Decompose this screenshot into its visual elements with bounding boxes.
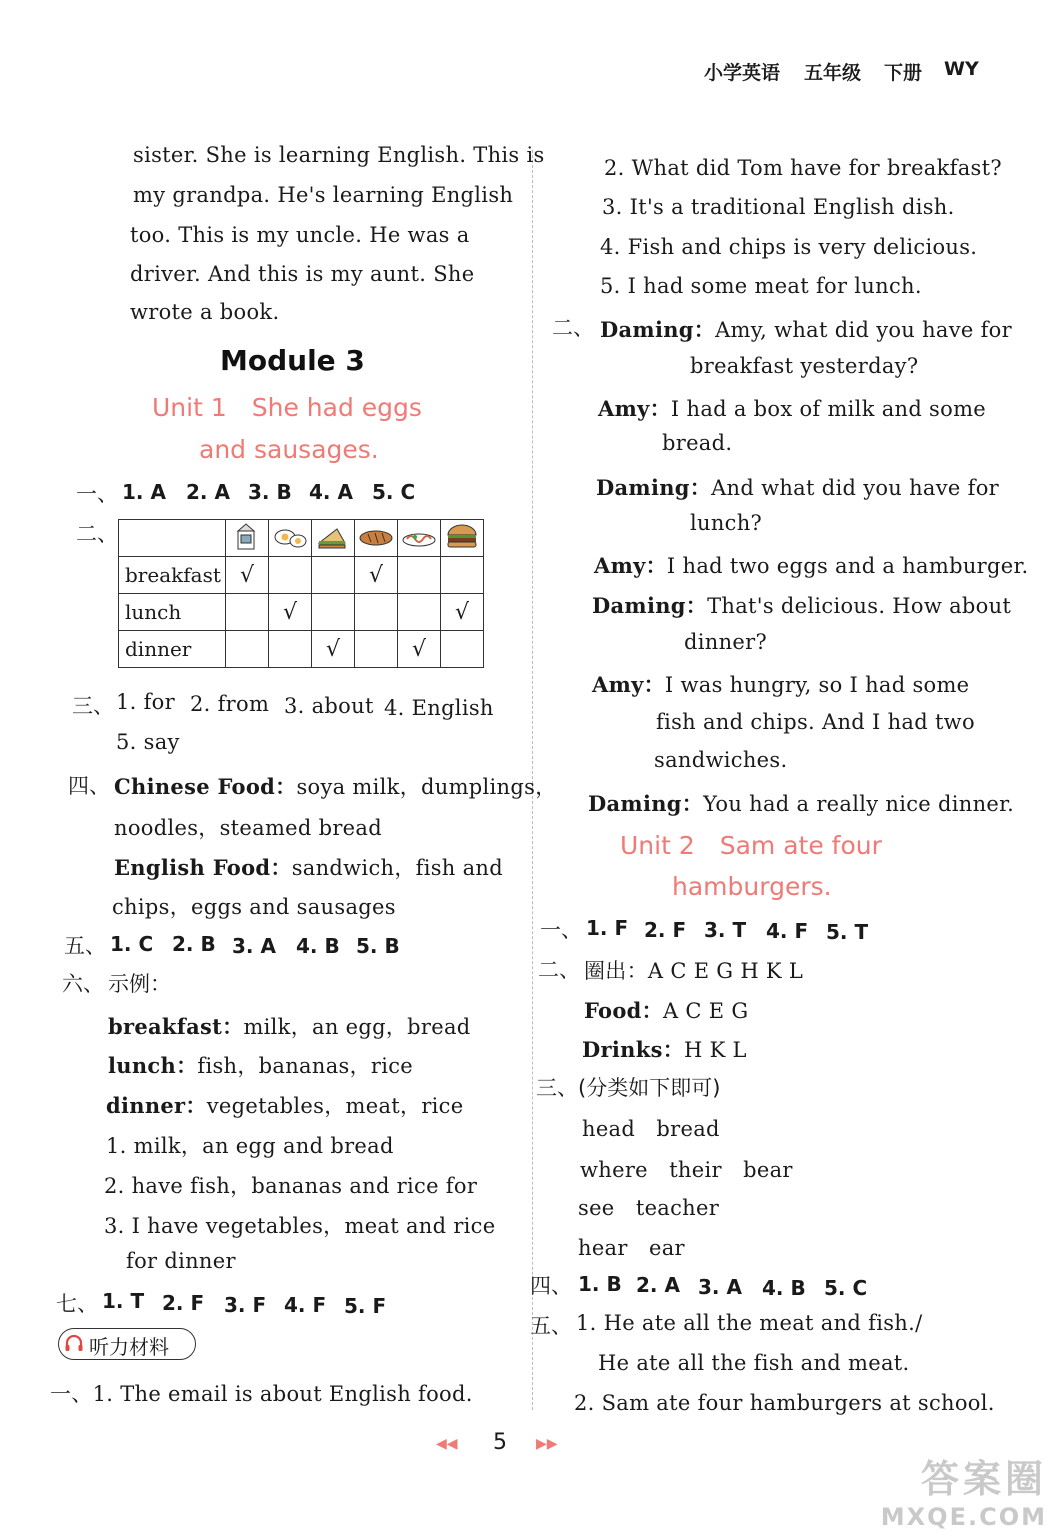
breakfast-line [108,1011,471,1041]
answer-item: 4. F [284,1293,327,1317]
watermark-url: MXQE.COM [880,1503,1047,1531]
prev-page-icon: ◀◀ [436,1436,458,1452]
dialog-text: And what did you have for [711,476,999,500]
speaker-label: Amy： [598,396,671,421]
table-row [119,631,484,668]
dialog-line: breakfast yesterday? [690,354,919,378]
circle-text: A C E G H K L [647,959,804,983]
speaker-label: Daming： [600,317,716,342]
drinks-text: H K L [684,1038,747,1062]
answer-text: 2. from [190,692,270,716]
answer-item: 4. A [309,480,353,504]
dialog-text: I was hungry, so I had some [664,673,970,697]
answer-item: 5. B [356,934,400,958]
check-mark: √ [454,599,470,625]
circle-label: 圈出： [584,959,648,983]
answer-line: 1. He ate all the meat and fish./ [576,1311,923,1335]
example-label: 示例： [108,972,171,996]
chinese-food-line [114,812,382,842]
circle-line [584,955,803,985]
answer-item: 3. T [704,918,747,942]
passage-line [130,223,505,247]
check-cell [312,631,355,668]
section-mark: 六、 [62,972,104,996]
answer-item: 1. C [110,932,154,956]
section-mark: 三、 [536,1076,578,1100]
answer-text: 5. say [116,730,180,754]
watermark-title: 答案圈 [920,1457,1047,1501]
answer-item: 5. C [824,1276,868,1300]
passage-text: sister. She is learning English. This is [133,143,545,167]
answer-line: He ate all the fish and meat. [598,1351,910,1375]
answer-item: 1. F [586,916,629,940]
unit2-title-line1: Unit 2 Sam ate four [620,831,882,860]
answer-item [116,690,175,714]
section-mark: 四、 [68,774,110,798]
answer-line: 1. milk，an egg and bread [106,1134,394,1158]
passage-line [130,300,279,324]
check-cell [269,594,312,631]
answer-item [384,696,494,720]
listening-line: 2. What did Tom have for breakfast? [604,156,1002,180]
english-food-line [114,852,503,882]
table-row [119,557,484,594]
passage-text: my grandpa. He's learning English [133,183,514,207]
chinese-food-line [114,771,557,801]
answer-item: 4. B [762,1276,806,1300]
answer-item [284,694,374,718]
check-cell [312,594,355,631]
milk-carton-icon [226,520,269,557]
listening-line: 一、1. The email is about English food. [50,1382,473,1406]
answer-text: 3. about [284,694,374,718]
dialog-text: I had a box of milk and some [670,397,987,421]
check-mark: √ [368,562,384,588]
hamburger-icon [441,520,484,557]
dialog-line [594,550,1028,580]
header-subject: 小学英语 [704,62,781,84]
answer-item: 1. T [102,1289,145,1313]
answer-item: 1. B [578,1272,622,1296]
answer-item: 4. B [296,934,340,958]
answer-item: 5. T [826,920,869,944]
passage-text: wrote a book. [130,300,280,324]
unit1-title-line2: and sausages. [199,435,379,464]
unit2-title-line2: hamburgers. [672,872,832,901]
check-cell [441,594,484,631]
row-label: breakfast [119,557,226,594]
dialog-line: dinner? [684,630,768,654]
chinese-food-items: soya milk，dumplings， [296,775,557,799]
food-label: Food： [584,998,663,1023]
speaker-label: Daming： [596,475,712,500]
dialog-line [592,669,969,699]
listening-line: 3. It's a traditional English dish. [602,195,955,219]
chinese-food-label: Chinese Food： [114,774,297,799]
english-food-items: sandwich，fish and [291,856,503,880]
dialog-line [588,788,1014,818]
answer-item: 4. F [766,919,809,943]
answer-line: 2. Sam ate four hamburgers at school. [574,1391,995,1415]
answer-item: 3. A [698,1275,742,1299]
check-cell [312,557,355,594]
drinks-label: Drinks： [582,1037,684,1062]
check-cell [441,557,484,594]
section-mark: 七、 [56,1292,98,1316]
speaker-label: Amy： [592,672,665,697]
speaker-label: Amy： [594,553,667,578]
dialog-line: bread. [662,431,733,455]
table-corner [119,520,226,557]
speaker-label: Daming： [588,791,704,816]
section-mark: 三、 [72,694,114,718]
english-food-label: English Food： [114,855,292,880]
answer-line: for dinner [126,1249,236,1273]
word-pair: see teacher [578,1196,720,1220]
dialog-line: fish and chips. And I had two [656,710,975,734]
row-label: lunch [119,594,226,631]
check-cell [398,557,441,594]
egg-icon [269,520,312,557]
listening-badge [58,1328,196,1360]
listening-line: 4. Fish and chips is very delicious. [600,235,978,259]
english-food-items: chips，eggs and sausages [112,895,396,919]
passage-line [133,143,545,167]
answer-item: 5. C [372,480,416,504]
check-cell [269,631,312,668]
answer-text: 4. English [384,696,494,720]
breakfast-label: breakfast： [108,1014,244,1039]
answer-item: 2. F [162,1291,205,1315]
module-title: Module 3 [220,344,365,377]
dialog-text: That's delicious. How about [707,594,1012,618]
dinner-label: dinner： [106,1093,207,1118]
section-mark: 二、 [552,316,594,340]
listening-line: 5. I had some meat for lunch. [600,274,922,298]
answer-line: 3. I have vegetables，meat and rice [104,1214,496,1238]
check-cell [355,594,398,631]
check-cell [398,631,441,668]
section-mark: 一、 [540,918,582,942]
dialog-line [600,314,1012,344]
table-row [119,594,484,631]
answer-item: 1. A [122,480,166,504]
dialog-line: sandwiches. [654,748,788,772]
dialog-line [592,590,1011,620]
dialog-text: I had two eggs and a hamburger. [666,554,1029,578]
section-mark: 五、 [64,934,106,958]
food-text: A C E G [662,999,749,1023]
check-cell [441,631,484,668]
classify-note: (分类如下即可) [578,1076,721,1100]
check-cell [355,557,398,594]
lunch-text: fish，bananas，rice [197,1054,414,1078]
section-mark: 二、 [76,522,118,546]
answer-text: 1. for [116,690,175,714]
passage-text: too. This is my uncle. He was a [130,223,470,247]
next-page-icon: ▶▶ [536,1436,558,1452]
answer-item [190,692,269,716]
check-cell [269,557,312,594]
check-cell [398,594,441,631]
answer-item: 3. A [232,934,276,958]
section-mark: 四、 [530,1274,572,1298]
answer-line: 2. have fish，bananas and rice for [104,1174,478,1198]
breakfast-text: milk，an egg，bread [243,1015,471,1039]
lunch-label: lunch： [108,1053,198,1078]
food-line [584,995,748,1025]
dinner-text: vegetables，meat，rice [206,1094,464,1118]
check-cell [226,557,269,594]
lunch-line [108,1050,413,1080]
check-cell [226,594,269,631]
word-pair: hear ear [578,1236,685,1260]
answer-item: 2. A [186,480,230,504]
bread-icon [355,520,398,557]
check-cell [226,631,269,668]
dinner-line [106,1090,463,1120]
watermark-logo [881,1448,1047,1531]
word-pair: head bread [582,1117,720,1141]
answer-item [116,730,180,754]
speaker-label: Daming： [592,593,708,618]
check-mark: √ [282,599,298,625]
section-mark: 一、 [76,482,118,506]
unit1-title-line1: Unit 1 She had eggs [152,393,422,422]
check-mark: √ [239,562,255,588]
header-grade: 五年级 [804,62,862,84]
dialog-line: lunch? [690,511,763,535]
header-edition: WY [944,58,979,80]
check-cell [355,631,398,668]
dialog-text: Amy, what did you have for [715,318,1012,342]
answer-item: 3. B [248,480,292,504]
dialog-text: You had a really nice dinner. [703,792,1015,816]
noodles-icon [398,520,441,557]
drinks-line [582,1034,747,1064]
word-pair: where their bear [580,1158,793,1182]
dialog-line [596,472,999,502]
answer-item: 3. F [224,1293,267,1317]
row-label: dinner [119,631,226,668]
sandwich-icon [312,520,355,557]
answer-item: 2. B [172,932,216,956]
section-mark: 五、 [530,1314,572,1338]
check-mark: √ [411,636,427,662]
page-number: 5 [493,1430,507,1455]
listening-label: 听力材料 [89,1335,169,1359]
passage-text: driver. And this is my aunt. She [130,262,475,286]
passage-line [133,183,514,207]
headphones-icon [63,1332,85,1359]
chinese-food-items: noodles，steamed bread [114,816,382,840]
passage-line [130,262,505,286]
meal-table [118,519,484,668]
answer-item: 2. F [644,918,687,942]
answer-item: 5. F [344,1294,387,1318]
dialog-line [598,393,986,423]
section-mark: 二、 [538,958,580,982]
check-mark: √ [325,636,341,662]
english-food-line [112,891,396,921]
header-volume: 下册 [884,62,923,84]
answer-item: 2. A [636,1273,680,1297]
table-header-row [119,520,484,557]
